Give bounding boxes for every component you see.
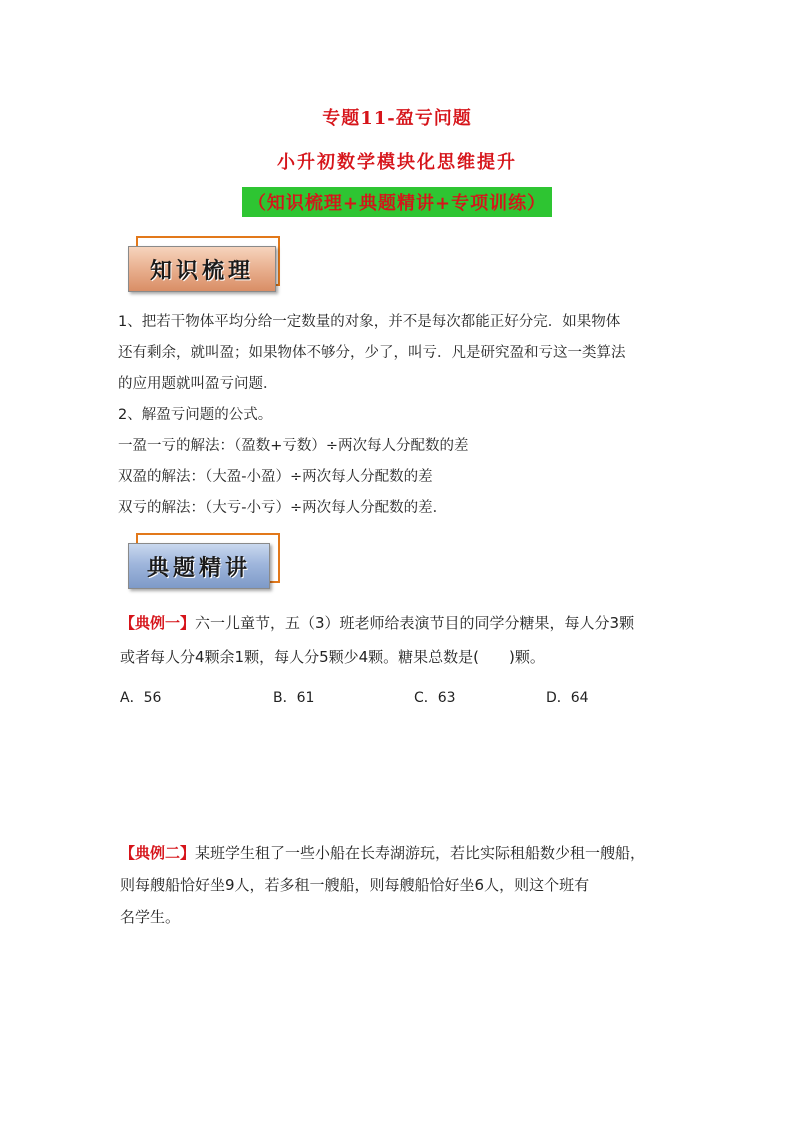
doc-title: 专题11-盈亏问题: [322, 108, 472, 129]
example1-text-1: 六一儿童节，五（3）班老师给表演节目的同学分糖果，每人分3颗: [195, 614, 635, 632]
knowledge-line-5: 一盈一亏的解法：（盈数+亏数）÷两次每人分配数的差: [118, 438, 469, 454]
heading-plate: 知识梳理: [128, 246, 276, 292]
doc-subtitle: 小升初数学模块化思维提升: [277, 152, 517, 173]
example1-label: 【典例一】: [120, 614, 196, 632]
doc-tagline: （知识梳理+典题精讲+专项训练）: [242, 187, 552, 217]
doc-tagline-wrap: [0, 187, 794, 217]
option-b: B．61: [273, 690, 315, 706]
example2-text-1: 某班学生租了一些小船在长寿湖游玩，若比实际租船数少租一艘船，: [195, 844, 646, 862]
knowledge-line-6: 双盈的解法：（大盈-小盈）÷两次每人分配数的差: [118, 469, 433, 485]
knowledge-line-3: 的应用题就叫盈亏问题．: [118, 376, 278, 392]
option-c: C．63: [414, 690, 456, 706]
examples-section-heading: [124, 533, 282, 593]
knowledge-line-4: 2、解盈亏问题的公式。: [118, 407, 273, 423]
option-d: D．64: [546, 690, 589, 706]
example1-line-2: 或者每人分4颗余1颗，每人分5颗少4颗。糖果总数是( )颗。: [120, 648, 545, 666]
example2-label: 【典例二】: [120, 844, 196, 862]
knowledge-line-7: 双亏的解法：（大亏-小亏）÷两次每人分配数的差．: [118, 500, 448, 516]
knowledge-line-2: 还有剩余，就叫盈；如果物体不够分，少了，叫亏．凡是研究盈和亏这一类算法: [118, 345, 626, 361]
heading-plate: 典题精讲: [128, 543, 270, 589]
example2-line-1: [120, 842, 645, 863]
knowledge-section-heading: [124, 236, 282, 296]
knowledge-line-1: 1、把若干物体平均分给一定数量的对象，并不是每次都能正好分完．如果物体: [118, 314, 621, 330]
example1-line-1: [120, 612, 634, 633]
example2-line-2: 则每艘船恰好坐9人，若多租一艘船，则每艘船恰好坐6人，则这个班有: [120, 876, 590, 894]
example2-line-3: 名学生。: [120, 908, 181, 926]
option-a: A．56: [120, 690, 162, 706]
